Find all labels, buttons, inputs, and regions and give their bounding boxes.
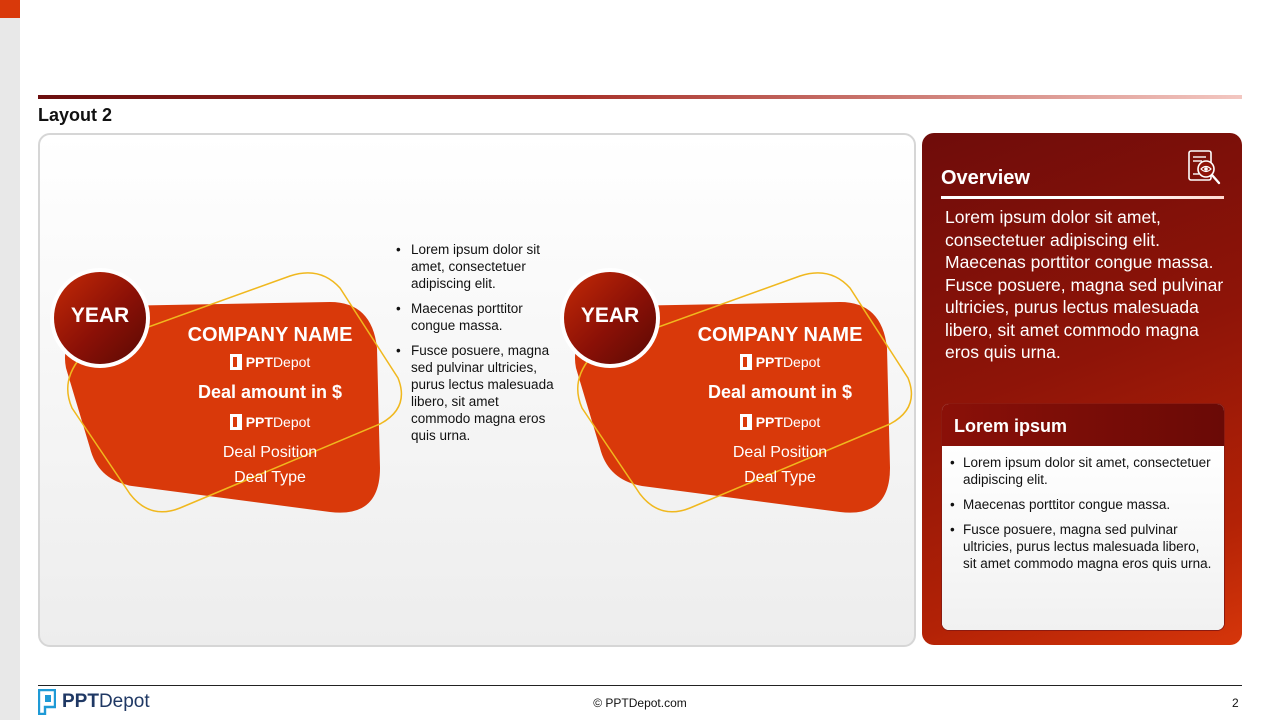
deal-type: Deal Type bbox=[234, 469, 306, 486]
deal-amount: Deal amount in $ bbox=[707, 382, 853, 402]
list-item: • Maecenas porttitor congue massa. bbox=[950, 496, 1214, 513]
left-margin-strip bbox=[0, 0, 20, 720]
deal-type: Deal Type bbox=[744, 469, 816, 486]
lorem-ipsum-card bbox=[941, 403, 1225, 631]
lorem-bullet-list bbox=[942, 446, 1224, 572]
company-name: COMPANY NAME bbox=[697, 324, 863, 346]
list-item: • Lorem ipsum dolor sit amet, consectetuer adipiscing elit. bbox=[950, 454, 1214, 488]
overview-divider bbox=[941, 196, 1224, 199]
overview-panel bbox=[922, 133, 1242, 645]
page-number: 2 bbox=[1232, 696, 1239, 710]
brand-logo: PPTDepot bbox=[150, 414, 390, 430]
company-name: COMPANY NAME bbox=[187, 324, 353, 346]
year-label: YEAR bbox=[70, 304, 130, 327]
document-search-icon bbox=[1186, 149, 1222, 187]
deal-position: Deal Position bbox=[222, 444, 318, 461]
deal-card-2 bbox=[560, 268, 920, 518]
deal-position: Deal Position bbox=[732, 444, 828, 461]
title-divider bbox=[38, 95, 1242, 99]
list-item: • Fusce posuere, magna sed pulvinar ultricies, purus lectus malesuada libero, sit amet commodo magna eros quis urna. bbox=[950, 521, 1214, 572]
year-label: YEAR bbox=[580, 304, 640, 327]
middle-bullet-list bbox=[396, 241, 556, 452]
lorem-card-title: Lorem ipsum bbox=[942, 404, 1224, 446]
overview-title: Overview bbox=[941, 167, 1030, 189]
pptdepot-logo-icon bbox=[740, 414, 752, 430]
copyright-text: © PPTDepot.com bbox=[593, 696, 687, 710]
list-item: • Lorem ipsum dolor sit amet, consectetuer adipiscing elit. bbox=[396, 241, 556, 292]
lorem-card-body bbox=[942, 446, 1224, 630]
brand-logo: PPTDepot bbox=[660, 414, 900, 430]
list-item: • Fusce posuere, magna sed pulvinar ultricies, purus lectus malesuada libero, sit amet commodo magna eros quis urna. bbox=[396, 342, 556, 444]
footer-divider bbox=[38, 685, 1242, 686]
overview-text: Lorem ipsum dolor sit amet, consectetuer adipiscing elit. Maecenas porttitor congue massa. Fusce posuere, magna sed pulvinar ultricies, purus lectus malesuada libero, sit amet commodo magna eros quis urna. bbox=[945, 207, 1224, 362]
brand-logo: PPTDepot bbox=[660, 354, 900, 370]
pptdepot-logo-icon bbox=[740, 354, 752, 370]
deal-amount: Deal amount in $ bbox=[197, 382, 343, 402]
pptdepot-logo-icon bbox=[230, 414, 242, 430]
footer-logo-text: PPTDepot bbox=[62, 691, 150, 712]
list-item: • Maecenas porttitor congue massa. bbox=[396, 300, 556, 334]
brand-logo: PPTDepot bbox=[150, 354, 390, 370]
slide-title: Layout 2 bbox=[38, 105, 113, 125]
corner-accent bbox=[0, 0, 20, 18]
pptdepot-logo-icon bbox=[230, 354, 242, 370]
deal-card-1 bbox=[50, 268, 410, 518]
